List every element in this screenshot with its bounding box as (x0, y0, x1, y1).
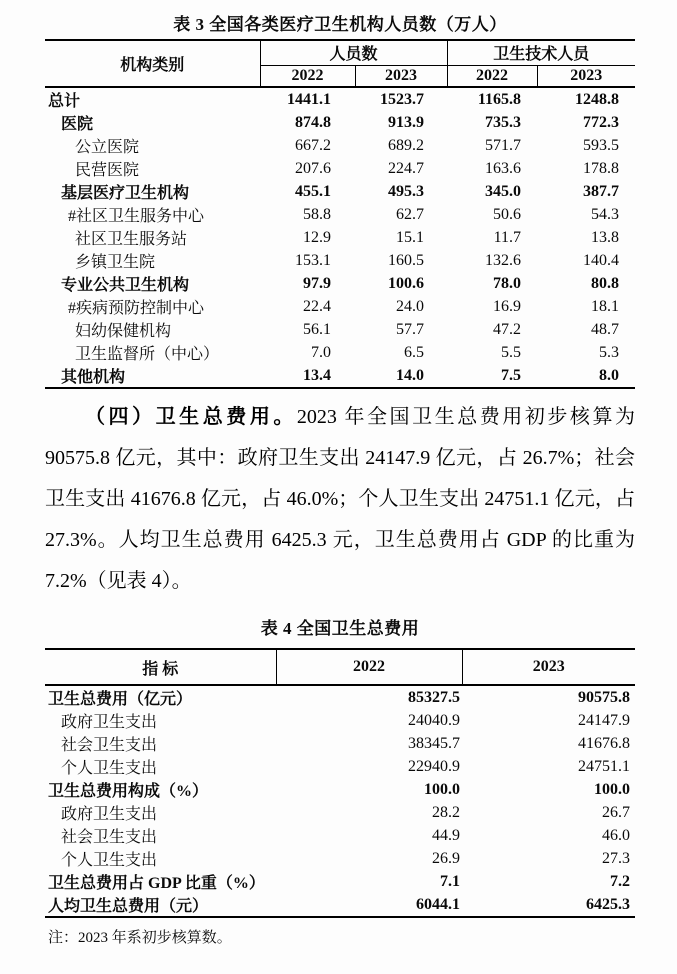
table-row (45, 134, 635, 157)
table3-value: 5.5 (501, 343, 522, 361)
table3-value: 62.7 (396, 205, 425, 223)
table-row (45, 709, 635, 732)
table4-value: 28.2 (432, 803, 460, 821)
table4-value: 38345.7 (408, 734, 460, 752)
paragraph-body: 2023 年全国卫生总费用初步核算为 90575.8 亿元，其中：政府卫生支出 24147.9 亿元，占 26.7%；社会卫生支出 41676.8 亿元，占 46.0%；个人卫生支出 24751.1 亿元，占 27.3%。人均卫生总费用 6425.3 元，卫生总费用占 GDP 的比重为 7.2%（见表 4）。 (45, 406, 636, 592)
table-row (45, 364, 635, 388)
table4 (45, 648, 635, 918)
table3-value: 387.7 (583, 182, 620, 200)
table3-value: 140.4 (583, 251, 620, 269)
table4-row-label: 政府卫生支出 (61, 714, 158, 731)
table3-value: 97.9 (303, 274, 331, 292)
table3-value: 689.2 (388, 136, 425, 154)
table-row (45, 203, 635, 226)
table4-row-label: 社会卫生支出 (61, 737, 158, 754)
table3-value: 495.3 (388, 182, 425, 200)
table3-row-label: 乡镇卫生院 (75, 254, 156, 271)
table3-value: 80.8 (591, 274, 620, 292)
table4-value: 26.9 (432, 849, 460, 867)
table3-value: 78.0 (493, 274, 522, 292)
table-row (45, 685, 635, 709)
table3-value: 50.6 (493, 205, 522, 223)
table3-value: 667.2 (295, 136, 331, 154)
table3-value: 57.7 (396, 320, 425, 338)
table3-value: 160.5 (388, 251, 425, 269)
table3-row-label: 公立医院 (75, 139, 140, 156)
table3-row-label: 民营医院 (75, 162, 140, 179)
table3-row-label: #疾病预防控制中心 (68, 300, 205, 317)
table4-row-label: 社会卫生支出 (61, 829, 158, 846)
table-row (45, 732, 635, 755)
table3-value: 48.7 (591, 320, 620, 338)
table4-row-label: 卫生总费用（亿元） (48, 691, 193, 708)
table3-year-header: 2022 (260, 65, 355, 87)
table3-value: 772.3 (583, 113, 620, 131)
table3-header-technicians: 卫生技术人员 (447, 40, 635, 65)
table3-value: 593.5 (583, 136, 620, 154)
table3-value: 15.1 (396, 228, 425, 246)
table3-value: 12.9 (303, 228, 331, 246)
table3-value: 100.6 (388, 274, 425, 292)
table-row (45, 111, 635, 134)
table4-value: 7.2 (610, 872, 630, 890)
table3-value: 13.4 (303, 366, 331, 384)
table4-row-label: 卫生总费用构成（%） (48, 783, 209, 800)
table3-value: 8.0 (599, 366, 620, 384)
table3-value: 571.7 (485, 136, 522, 154)
table3-value: 1248.8 (575, 90, 620, 108)
table3-value: 345.0 (485, 182, 522, 200)
table3-value: 18.1 (591, 297, 620, 315)
table3-body (45, 87, 635, 388)
table3-row-label: 总计 (48, 93, 81, 110)
table3-row-label: 医院 (61, 116, 94, 133)
table3-row-label: #社区卫生服务中心 (68, 208, 205, 225)
table4-value: 24751.1 (578, 757, 630, 775)
table3-value: 455.1 (295, 182, 331, 200)
table4-row-label: 个人卫生支出 (61, 760, 158, 777)
table-row (45, 341, 635, 364)
table-row (45, 870, 635, 893)
table3-value: 58.8 (303, 205, 331, 223)
table4-value: 26.7 (602, 803, 630, 821)
table4-value: 6425.3 (586, 895, 630, 913)
table3-value: 54.3 (591, 205, 620, 223)
table3-row-label: 妇幼保健机构 (75, 323, 172, 340)
table3-year-header: 2023 (537, 65, 635, 87)
table3-value: 913.9 (388, 113, 425, 131)
table3-value: 7.5 (501, 366, 522, 384)
table4-value: 7.1 (440, 872, 460, 890)
table4-value: 6044.1 (416, 895, 460, 913)
table3-title: 表 3 全国各类医疗卫生机构人员数（万人） (173, 15, 507, 34)
table4-value: 22940.9 (408, 757, 460, 775)
table3-value: 11.7 (493, 228, 522, 246)
table-row (45, 847, 635, 870)
table3-value: 163.6 (485, 159, 522, 177)
table4-row-label: 人均卫生总费用（元） (48, 898, 209, 915)
table3-row-label: 基层医疗卫生机构 (61, 185, 190, 202)
table3-value: 224.7 (388, 159, 425, 177)
table3-value: 874.8 (295, 113, 331, 131)
table4-value: 24040.9 (408, 711, 460, 729)
table4-value: 44.9 (432, 826, 460, 844)
table3-value: 24.0 (396, 297, 425, 315)
table4-header (45, 649, 635, 685)
paragraph-lead: （四）卫生总费用。 (85, 406, 297, 428)
table3-row-label: 卫生监督所（中心） (75, 346, 220, 363)
table3-row-label: 其他机构 (61, 369, 126, 386)
table4-value: 100.0 (594, 780, 630, 798)
table3-row-label: 专业公共卫生机构 (61, 277, 190, 294)
table-row (45, 755, 635, 778)
table-row (45, 778, 635, 801)
table3-value: 178.8 (583, 159, 620, 177)
table3-value: 1165.8 (477, 90, 522, 108)
table3-value: 5.3 (599, 343, 620, 361)
table4-row-label: 政府卫生支出 (61, 806, 158, 823)
table3-value: 132.6 (485, 251, 522, 269)
table-row (45, 87, 635, 111)
table3-header-category: 机构类别 (45, 40, 260, 87)
table3-value: 6.5 (404, 343, 425, 361)
table-row (45, 226, 635, 249)
table4-title: 表 4 全国卫生总费用 (260, 619, 420, 638)
table4-row-label: 卫生总费用占 GDP 比重（%） (48, 875, 265, 892)
table-row (45, 318, 635, 341)
table4-year-header: 2023 (462, 649, 635, 685)
table3-value: 22.4 (303, 297, 331, 315)
table3-value: 13.8 (591, 228, 620, 246)
table-row (45, 893, 635, 917)
table-row (45, 180, 635, 203)
table-row (45, 801, 635, 824)
table-row (45, 249, 635, 272)
table4-note: 注：2023 年系初步核算数。 (48, 930, 232, 946)
table3-year-header: 2023 (355, 65, 447, 87)
table3-value: 16.9 (493, 297, 522, 315)
table4-value: 100.0 (424, 780, 460, 798)
table4-header-indicator: 指 标 (45, 649, 276, 685)
table3-value: 207.6 (295, 159, 331, 177)
table4-row-label: 个人卫生支出 (61, 852, 158, 869)
table4-value: 90575.8 (578, 688, 630, 706)
table3-header (45, 40, 635, 87)
health-expenditure-paragraph (45, 397, 635, 602)
table4-value: 46.0 (602, 826, 630, 844)
table3-value: 153.1 (295, 251, 331, 269)
table3-value: 47.2 (493, 320, 522, 338)
table4-year-header: 2022 (276, 649, 462, 685)
table4-value: 41676.8 (578, 734, 630, 752)
table3-value: 735.3 (485, 113, 522, 131)
table3-year-header: 2022 (447, 65, 537, 87)
table3-header-personnel: 人员数 (260, 40, 447, 65)
table4-header-row (45, 649, 635, 685)
table4-value: 24147.9 (578, 711, 630, 729)
table4-value: 85327.5 (408, 688, 460, 706)
table3-value: 1441.1 (287, 90, 331, 108)
table3-value: 14.0 (396, 366, 425, 384)
table4-value: 27.3 (602, 849, 630, 867)
table-row (45, 272, 635, 295)
table3-value: 56.1 (303, 320, 331, 338)
table3-value: 7.0 (311, 343, 331, 361)
table3-value: 1523.7 (380, 90, 425, 108)
table-row (45, 157, 635, 180)
table-row (45, 295, 635, 318)
table-row (45, 824, 635, 847)
table3-row-label: 社区卫生服务站 (75, 231, 188, 248)
table3 (45, 39, 635, 389)
table4-body (45, 685, 635, 917)
